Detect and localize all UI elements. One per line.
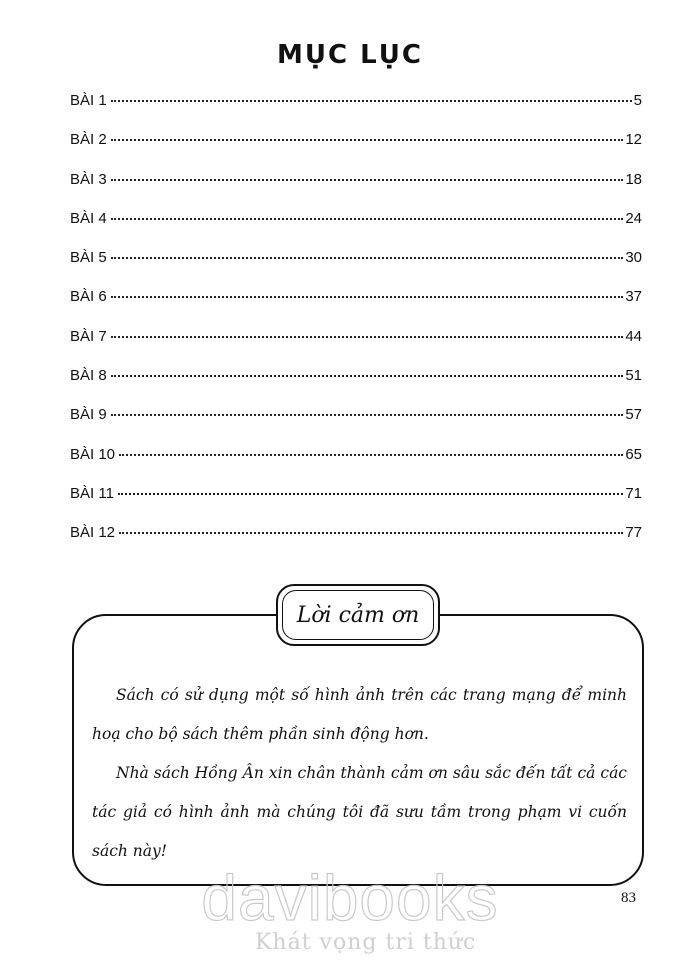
- watermark-brand: davibooks: [201, 862, 499, 934]
- acknowledgement-text: [92, 676, 627, 871]
- toc-entry-label: BÀI 10: [70, 445, 116, 463]
- dot-leader: [119, 454, 623, 456]
- toc-entry[interactable]: [70, 446, 642, 485]
- toc-entry-label: BÀI 7: [70, 327, 107, 345]
- toc-entry-page: 5: [633, 92, 642, 109]
- toc-entry[interactable]: [70, 131, 642, 170]
- toc-entry-label: BÀI 12: [70, 524, 116, 542]
- toc-entry-page: 12: [625, 131, 642, 149]
- toc-entry-label: BÀI 4: [70, 209, 107, 227]
- toc-entry-label: BÀI 11: [70, 484, 114, 502]
- toc-entry-page: 44: [625, 327, 642, 345]
- watermark-slogan: Khát vọng tri thức: [255, 930, 477, 955]
- toc-entry-page: 37: [625, 288, 642, 306]
- dot-leader: [111, 414, 624, 416]
- toc-entry-label: BÀI 1: [70, 92, 107, 109]
- dot-leader: [111, 296, 624, 298]
- toc-entry-page: 77: [625, 524, 642, 542]
- dot-leader: [111, 139, 624, 141]
- page-title: MỤC LỤC: [277, 40, 423, 70]
- acknowledgement-paragraph: Sách có sử dụng một số hình ảnh trên các trang mạng để minh hoạ cho bộ sách thêm phần sinh động hơn.: [92, 686, 627, 743]
- toc-entry-label: BÀI 5: [70, 249, 107, 267]
- toc-entry[interactable]: [70, 288, 642, 327]
- toc-entry-page: 51: [625, 367, 642, 385]
- toc-entry[interactable]: [70, 249, 642, 288]
- toc-entry-page: 71: [625, 484, 642, 502]
- toc-entry-label: BÀI 6: [70, 288, 107, 306]
- acknowledgement-title-tab: [276, 584, 440, 646]
- toc-entry[interactable]: [70, 406, 642, 445]
- toc-entry-page: 57: [625, 406, 642, 424]
- toc-entry[interactable]: [70, 328, 642, 367]
- page-number: 83: [621, 890, 636, 906]
- acknowledgement-title: Lời cảm ơn: [296, 602, 420, 628]
- toc-entry-page: 18: [625, 170, 642, 188]
- toc-entry-page: 24: [625, 209, 642, 227]
- toc-entry-label: BÀI 9: [70, 406, 107, 424]
- toc-entry[interactable]: [70, 92, 642, 131]
- dot-leader: [111, 257, 624, 259]
- acknowledgement-paragraph: Nhà sách Hồng Ân xin chân thành cảm ơn sâu sắc đến tất cả các tác giả có hình ảnh mà chúng tôi đã sưu tầm trong phạm vi cuốn sách này!: [92, 764, 627, 860]
- toc-entry-label: BÀI 3: [70, 170, 107, 188]
- toc-entry-page: 30: [625, 249, 642, 267]
- table-of-contents: [70, 92, 642, 564]
- dot-leader: [111, 218, 624, 220]
- toc-entry-label: BÀI 8: [70, 367, 107, 385]
- toc-entry-page: 65: [625, 445, 642, 463]
- toc-entry[interactable]: [70, 367, 642, 406]
- dot-leader: [118, 493, 623, 495]
- dot-leader: [111, 375, 624, 377]
- dot-leader: [111, 179, 624, 181]
- toc-entry[interactable]: [70, 171, 642, 210]
- toc-entry[interactable]: [70, 524, 642, 563]
- toc-entry[interactable]: [70, 210, 642, 249]
- dot-leader: [111, 336, 624, 338]
- toc-entry[interactable]: [70, 485, 642, 524]
- dot-leader: [119, 532, 623, 534]
- toc-entry-label: BÀI 2: [70, 131, 107, 149]
- dot-leader: [111, 100, 632, 102]
